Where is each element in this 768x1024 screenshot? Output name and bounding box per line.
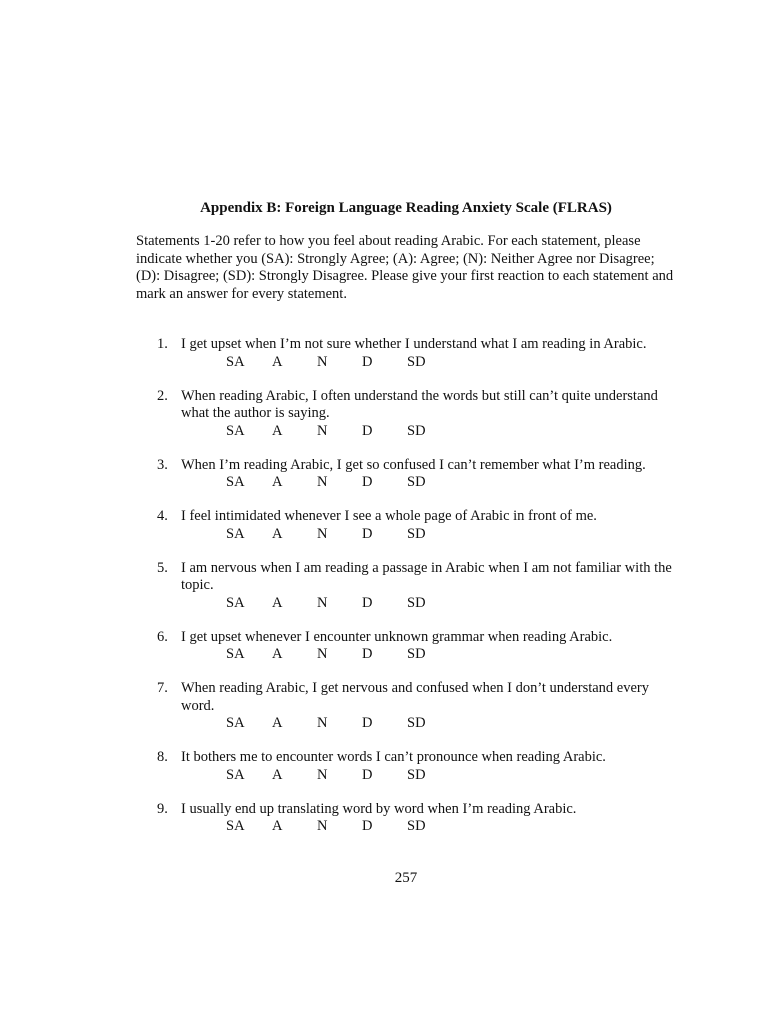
statement-item <box>136 560 681 613</box>
instructions-paragraph: Statements 1-20 refer to how you feel about reading Arabic. For each statement, please indicate whether you (SA): Strongly Agree; (A): Agree; (N): Neither Agree nor Disagree; (D): Disagree; (SD): Strongly Disagree. Please give your first reaction to each statement and mark an answer for every statement. <box>136 233 674 302</box>
rating-option-n[interactable]: N <box>317 474 328 490</box>
rating-option-sa[interactable]: SA <box>226 474 245 490</box>
rating-option-d[interactable]: D <box>362 422 373 439</box>
rating-option-d[interactable]: D <box>362 766 373 783</box>
rating-option-d[interactable]: D <box>362 646 373 662</box>
rating-option-sa[interactable]: SA <box>226 525 245 542</box>
statement-text: I usually end up translating word by word when I’m reading Arabic. <box>181 800 577 817</box>
statement-text: It bothers me to encounter words I can’t pronounce when reading Arabic. <box>181 749 606 765</box>
rating-option-a[interactable]: A <box>272 422 283 439</box>
rating-option-a[interactable]: A <box>272 715 283 731</box>
statement-text: I am nervous when I am reading a passage in Arabic when I am not familiar with the topic. <box>181 559 672 593</box>
rating-option-a[interactable]: A <box>272 818 283 834</box>
statement-item <box>136 749 681 784</box>
rating-option-d[interactable]: D <box>362 594 373 611</box>
statement-text: I get upset when I’m not sure whether I understand what I am reading in Arabic. <box>181 336 647 352</box>
rating-option-a[interactable]: A <box>272 646 283 662</box>
statement-text: When I’m reading Arabic, I get so confused I can’t remember what I’m reading. <box>181 456 646 473</box>
rating-scale <box>136 646 681 664</box>
rating-option-sa[interactable]: SA <box>226 715 245 731</box>
statement-item <box>136 680 681 733</box>
rating-scale <box>136 354 681 372</box>
page-title: Appendix B: Foreign Language Reading Anxiety Scale (FLRAS) <box>200 200 612 216</box>
statement-text: When reading Arabic, I often understand the words but still can’t quite understand what the author is saying. <box>181 387 658 421</box>
rating-option-d[interactable]: D <box>362 474 373 490</box>
statement-item <box>136 388 681 441</box>
rating-option-d[interactable]: D <box>362 715 373 731</box>
rating-option-sd[interactable]: SD <box>407 474 426 490</box>
statement-item <box>136 336 681 371</box>
rating-scale <box>136 474 681 492</box>
rating-scale <box>136 715 681 733</box>
page-number: 257 <box>394 870 418 886</box>
statement-list <box>136 336 681 852</box>
rating-option-sd[interactable]: SD <box>407 766 426 783</box>
rating-option-d[interactable]: D <box>362 353 373 370</box>
statement-item <box>136 457 681 492</box>
statement-number: 9. <box>157 800 168 817</box>
rating-option-sa[interactable]: SA <box>226 818 245 834</box>
statement-number: 2. <box>157 387 168 404</box>
statement-number: 1. <box>157 336 168 352</box>
rating-scale <box>136 818 681 836</box>
rating-option-sd[interactable]: SD <box>407 422 426 439</box>
rating-option-sd[interactable]: SD <box>407 594 426 611</box>
rating-option-a[interactable]: A <box>272 474 283 490</box>
rating-option-sd[interactable]: SD <box>407 525 426 542</box>
rating-scale <box>136 767 681 785</box>
rating-option-sd[interactable]: SD <box>407 353 426 370</box>
statement-number: 3. <box>157 456 168 473</box>
rating-option-n[interactable]: N <box>317 353 328 370</box>
statement-item <box>136 629 681 664</box>
rating-option-a[interactable]: A <box>272 525 283 542</box>
statement-item <box>136 508 681 543</box>
statement-item <box>136 801 681 836</box>
rating-option-n[interactable]: N <box>317 422 328 439</box>
rating-option-sd[interactable]: SD <box>407 818 426 834</box>
statement-number: 8. <box>157 749 168 765</box>
rating-option-sa[interactable]: SA <box>226 594 245 611</box>
rating-option-a[interactable]: A <box>272 353 283 370</box>
rating-option-sa[interactable]: SA <box>226 422 245 439</box>
rating-option-n[interactable]: N <box>317 766 328 783</box>
rating-option-sd[interactable]: SD <box>407 715 426 731</box>
statement-text: I feel intimidated whenever I see a whole page of Arabic in front of me. <box>181 508 597 524</box>
rating-option-n[interactable]: N <box>317 818 328 834</box>
rating-option-a[interactable]: A <box>272 766 283 783</box>
rating-option-sa[interactable]: SA <box>226 353 245 370</box>
statement-number: 5. <box>157 559 168 576</box>
rating-option-sa[interactable]: SA <box>226 766 245 783</box>
rating-option-n[interactable]: N <box>317 715 328 731</box>
rating-option-sd[interactable]: SD <box>407 646 426 662</box>
statement-number: 7. <box>157 680 168 696</box>
rating-scale <box>136 423 681 441</box>
statement-text: When reading Arabic, I get nervous and confused when I don’t understand every word. <box>181 680 650 714</box>
rating-scale <box>136 526 681 544</box>
rating-option-n[interactable]: N <box>317 646 328 662</box>
rating-option-sa[interactable]: SA <box>226 646 245 662</box>
statement-number: 4. <box>157 508 168 524</box>
rating-scale <box>136 595 681 613</box>
rating-option-n[interactable]: N <box>317 525 328 542</box>
rating-option-a[interactable]: A <box>272 594 283 611</box>
rating-option-n[interactable]: N <box>317 594 328 611</box>
rating-option-d[interactable]: D <box>362 525 373 542</box>
statement-text: I get upset whenever I encounter unknown grammar when reading Arabic. <box>181 628 613 645</box>
statement-number: 6. <box>157 628 168 645</box>
rating-option-d[interactable]: D <box>362 818 373 834</box>
